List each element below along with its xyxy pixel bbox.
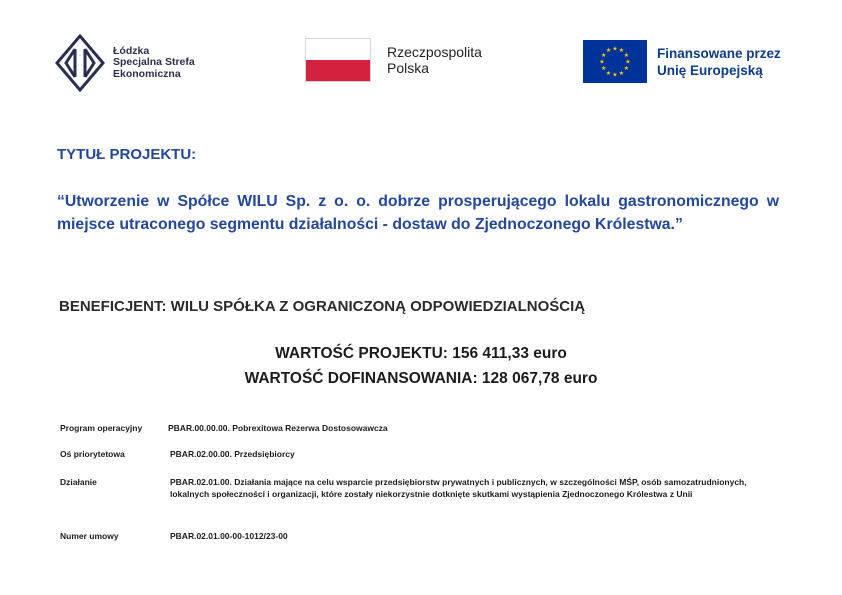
- lsse-logo-text: [113, 46, 195, 81]
- details-row-program: [60, 422, 780, 434]
- eu-star-icon: ★: [605, 48, 612, 55]
- lsse-line-1: Łódzka: [113, 44, 150, 57]
- details-key: Oś priorytetowa: [60, 449, 125, 459]
- eu-star-icon: ★: [599, 59, 605, 66]
- project-name: “Utworzenie w Spółce WILU Sp. z o. o. dobrze prosperującego lokalu gastronomicznego w miejsce utraconego segmentu działalności - dostaw do Zjednoczonego Królestwa.”: [57, 193, 779, 233]
- eu-star-icon: ★: [612, 72, 618, 79]
- eu-logo-text: [657, 45, 781, 79]
- details-row-priority-axis: [60, 448, 780, 460]
- rp-logo: [305, 38, 482, 82]
- rp-line-1: Rzeczpospolita: [387, 44, 482, 60]
- details-row-contract-number: [60, 530, 780, 542]
- eu-star-icon: ★: [618, 70, 625, 77]
- details-value: PBAR.02.00.00. Przedsiębiorcy: [170, 449, 295, 459]
- rp-line-2: Polska: [387, 60, 430, 76]
- eu-star-icon: ★: [605, 70, 612, 77]
- lsse-line-3: Ekonomiczna: [113, 67, 181, 80]
- project-title-label: TYTUŁ PROJEKTU:: [57, 146, 197, 163]
- details-key: Program operacyjny: [60, 423, 143, 433]
- beneficiary: BENEFICJENT: WILU SPÓŁKA Z OGRANICZONĄ ODPOWIEDZIALNOŚCIĄ: [59, 298, 586, 315]
- details-value: PBAR.00.00.00. Pobrexitowa Rezerwa Dostosowawcza: [168, 423, 388, 433]
- rp-logo-text: [387, 44, 482, 76]
- details-row-action: [60, 476, 780, 500]
- eu-star-icon: ★: [623, 66, 629, 72]
- eu-flag-icon: [583, 40, 647, 83]
- lsse-emblem-icon: [55, 34, 105, 92]
- details-key: Działanie: [60, 477, 97, 487]
- lsse-line-2: Specjalna Strefa: [113, 56, 195, 69]
- eu-star-icon: ★: [601, 66, 607, 72]
- eu-star-icon: ★: [618, 48, 625, 55]
- project-value: WARTOŚĆ PROJEKTU: 156 411,33 euro: [275, 345, 567, 362]
- polish-flag-icon: [305, 38, 371, 82]
- details-value: PBAR.02.01.00. Działania mające na celu wsparcie przedsiębiorstw prywatnych i publicznych, w szczególności MŚP, osób samozatrudnionych, lokalnych społeczności i organizacji, które zostały niekorzystnie dotknięte skutkami wystąpienia Zjednoczonego Królestwa z Unii: [170, 477, 747, 499]
- eu-line-2: Unię Europejską: [657, 62, 763, 78]
- cofinancing-value: WARTOŚĆ DOFINANSOWANIA: 128 067,78 euro: [244, 370, 598, 387]
- eu-star-icon: ★: [601, 53, 607, 59]
- details-key: Numer umowy: [60, 531, 119, 541]
- details-value: PBAR.02.01.00-00-1012/23-00: [170, 531, 288, 541]
- eu-line-1: Finansowane przez: [657, 45, 781, 61]
- eu-star-icon: ★: [623, 53, 629, 59]
- lsse-logo: [55, 34, 195, 92]
- eu-star-icon: ★: [612, 46, 618, 53]
- eu-logo: [583, 40, 781, 83]
- eu-star-icon: ★: [625, 59, 631, 66]
